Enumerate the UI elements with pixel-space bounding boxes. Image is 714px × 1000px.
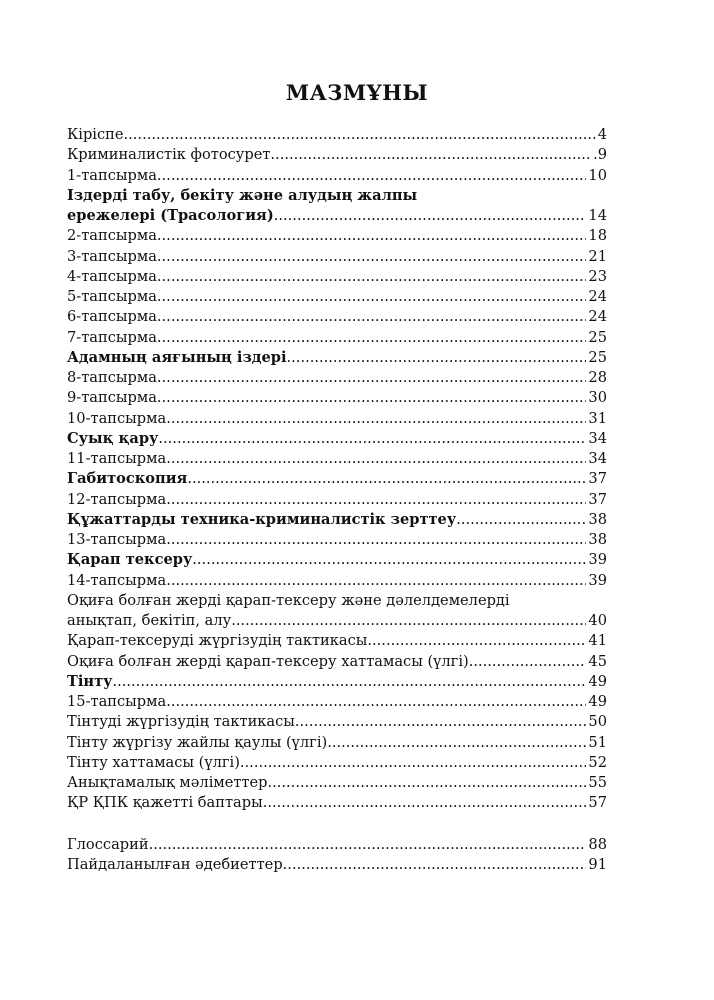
toc-entry: [67, 125, 607, 145]
toc-entry: [67, 206, 607, 226]
toc-entry: [67, 733, 607, 753]
toc-entry: [67, 449, 607, 469]
toc-page-number: 41: [588, 632, 607, 650]
toc-entry: [67, 631, 607, 651]
toc-gap: [67, 814, 607, 835]
toc-dot-leader: [192, 550, 586, 570]
toc-entry: [67, 166, 607, 186]
toc-entry-title: Тінту жүргізу жайлы қаулы (үлгі): [67, 733, 328, 751]
toc-entry: [67, 753, 607, 773]
toc-dot-leader: [469, 652, 587, 672]
toc-entry-title: Тінту хаттамасы (үлгі): [67, 753, 240, 771]
toc-entry: [67, 307, 607, 327]
toc-dot-leader: [283, 855, 587, 875]
toc-dot-leader: [157, 328, 587, 348]
toc-dot-leader: [157, 368, 587, 388]
toc-entry: [67, 429, 607, 449]
toc-dot-leader: [157, 388, 587, 408]
toc-dot-leader: [157, 247, 587, 267]
toc-page-number: 25: [588, 328, 607, 346]
toc-entry-title: Адамның аяғының іздері: [67, 348, 287, 366]
toc-entry-title: Глоссарий: [67, 835, 149, 853]
toc-entry-title: 12-тапсырма: [67, 490, 167, 508]
toc-dot-leader: [166, 571, 586, 591]
toc-entry: [67, 247, 607, 267]
toc-entry: [67, 267, 607, 287]
toc-entry: [67, 287, 607, 307]
toc-entry-title: Тінтуді жүргізудің тактикасы: [67, 713, 295, 731]
toc-entry: [67, 591, 607, 611]
toc-page-number: 50: [588, 713, 607, 731]
toc-entry-title: Тінту: [67, 672, 113, 690]
toc-page-number: .9: [593, 146, 607, 164]
toc-dot-leader: [166, 530, 586, 550]
toc-entry-title: 4-тапсырма: [67, 267, 157, 285]
toc-entry: [67, 550, 607, 570]
toc-dot-leader: [157, 166, 587, 186]
toc-entry: [67, 571, 607, 591]
toc-dot-leader: [157, 287, 587, 307]
toc-entry-title: 11-тапсырма: [67, 450, 167, 467]
toc-entry: [67, 145, 607, 165]
toc-entry-title: 8-тапсырма: [67, 369, 157, 386]
toc-entry: [67, 835, 607, 855]
toc-page-number: 23: [588, 267, 607, 285]
toc-page-number: 51: [588, 733, 607, 751]
toc-entry: [67, 530, 607, 550]
toc-entry-title: Қарап-тексеруді жүргізудің тактикасы: [67, 632, 368, 650]
toc-entry-title: 6-тапсырма: [67, 308, 157, 326]
toc-entry-title: Суық қару: [67, 429, 159, 447]
toc-dot-leader: [187, 469, 586, 489]
toc-dot-leader: [327, 733, 586, 753]
toc-dot-leader: [157, 307, 587, 327]
toc-page-number: 88: [588, 835, 607, 853]
toc-entry-title: 14-тапсырма: [67, 571, 167, 589]
toc-page-number: 34: [588, 450, 607, 467]
toc-entry: [67, 672, 607, 692]
toc-entry: [67, 652, 607, 672]
toc-dot-leader: [166, 449, 586, 469]
toc-entry-title: Оқиға болған жерді қарап-тексеру және дәлелдемелерді: [67, 591, 510, 609]
toc-dot-leader: [270, 145, 591, 165]
toc-dot-leader: [274, 206, 587, 226]
toc-page-number: 38: [588, 510, 607, 528]
toc-entry-title: Құжаттарды техника-криминалистік зерттеу: [67, 510, 457, 528]
toc-entry-title: 7-тапсырма: [67, 328, 157, 346]
toc-page-number: 10: [588, 166, 607, 184]
toc-entry-title: ҚР ҚПК қажетті баптары: [67, 794, 263, 812]
toc-dot-leader: [231, 611, 586, 631]
toc-entry: [67, 348, 607, 368]
toc-entry: [67, 793, 607, 813]
toc-dot-leader: [166, 692, 586, 712]
toc-entry: [67, 409, 607, 429]
toc-page-number: 40: [588, 612, 607, 629]
toc-back-matter: [67, 835, 607, 876]
toc-entry: [67, 773, 607, 793]
toc-entry: [67, 712, 607, 732]
toc-page-number: 24: [588, 288, 607, 305]
toc-dot-leader: [240, 753, 587, 773]
toc-entry-title: Кіріспе: [67, 126, 124, 143]
toc-page-number: 18: [588, 227, 607, 245]
toc-entry: [67, 226, 607, 246]
toc-entry-title: Оқиға болған жерді қарап-тексеру хаттамасы (үлгі): [67, 652, 469, 670]
toc-dot-leader: [267, 773, 586, 793]
toc-page-number: 21: [588, 247, 607, 265]
toc-page-number: 52: [588, 753, 607, 771]
toc-entry-title: 15-тапсырма: [67, 693, 167, 710]
toc-page-number: 91: [588, 855, 607, 873]
toc-page-number: 14: [588, 207, 607, 224]
toc-dot-leader: [158, 429, 586, 449]
toc-dot-leader: [166, 409, 586, 429]
toc-entry: [67, 388, 607, 408]
toc-entry-title: Іздерді табу, бекіту және алудың жалпы: [67, 186, 418, 204]
toc-entry-title: 3-тапсырма: [67, 247, 157, 265]
toc-entry: [67, 611, 607, 631]
toc-page-number: 45: [588, 652, 607, 670]
toc-entry: [67, 186, 607, 206]
toc-entry: [67, 510, 607, 530]
toc-page-number: 31: [588, 409, 607, 427]
toc-dot-leader: [112, 672, 586, 692]
toc-entry-title: Қарап тексеру: [67, 551, 193, 569]
toc-page-number: 34: [588, 429, 607, 447]
toc-entry-title: Габитоскопия: [67, 470, 188, 488]
toc-entry: [67, 328, 607, 348]
toc-entry: [67, 692, 607, 712]
toc-page-number: 28: [588, 369, 607, 386]
toc-entry-title: 2-тапсырма: [67, 227, 157, 245]
toc-dot-leader: [157, 267, 587, 287]
toc-dot-leader: [166, 490, 586, 510]
toc-entry-title: ережелері (Трасология): [67, 207, 274, 224]
toc-entry: [67, 490, 607, 510]
toc-page-number: 25: [588, 348, 607, 366]
toc-dot-leader: [367, 631, 586, 651]
toc-page-number: 37: [588, 470, 607, 488]
toc-dot-leader: [149, 835, 587, 855]
toc-entry: [67, 469, 607, 489]
toc-entry-title: Пайдаланылған әдебиеттер: [67, 855, 283, 873]
toc-dot-leader: [295, 712, 587, 732]
toc-entry-title: Криминалистік фотосурет: [67, 146, 271, 164]
toc-page-number: 39: [588, 551, 607, 569]
toc-dot-leader: [263, 793, 587, 813]
toc-entry-title: анықтап, бекітіп, алу: [67, 612, 232, 629]
page-title: МАЗМҰНЫ: [285, 80, 429, 105]
toc-page-number: 30: [588, 389, 607, 407]
toc-dot-leader: [124, 125, 596, 145]
toc-entry: [67, 855, 607, 875]
toc-entry-title: 9-тапсырма: [67, 389, 157, 407]
toc-entry-title: 5-тапсырма: [67, 288, 157, 305]
toc-entries: [67, 125, 607, 814]
toc-entry-title: 13-тапсырма: [67, 531, 167, 548]
toc-entry-title: 10-тапсырма: [67, 409, 167, 427]
toc-dot-leader: [287, 348, 587, 368]
toc-dot-leader: [157, 226, 587, 246]
toc-page-number: 57: [588, 794, 607, 812]
toc-page-number: 39: [588, 571, 607, 589]
toc-entry: [67, 368, 607, 388]
toc-page-number: 38: [588, 531, 607, 548]
toc-page-number: 55: [588, 774, 607, 791]
toc-page-number: 4: [597, 126, 607, 143]
toc-dot-leader: [456, 510, 586, 530]
toc-entry-title: 1-тапсырма: [67, 166, 157, 184]
toc-page-number: 24: [588, 308, 607, 326]
table-of-contents: [67, 125, 607, 875]
toc-entry-title: Анықтамалық мәліметтер: [67, 774, 268, 791]
toc-page-number: 49: [588, 672, 607, 690]
toc-page-number: 49: [588, 693, 607, 710]
toc-page-number: 37: [588, 490, 607, 508]
